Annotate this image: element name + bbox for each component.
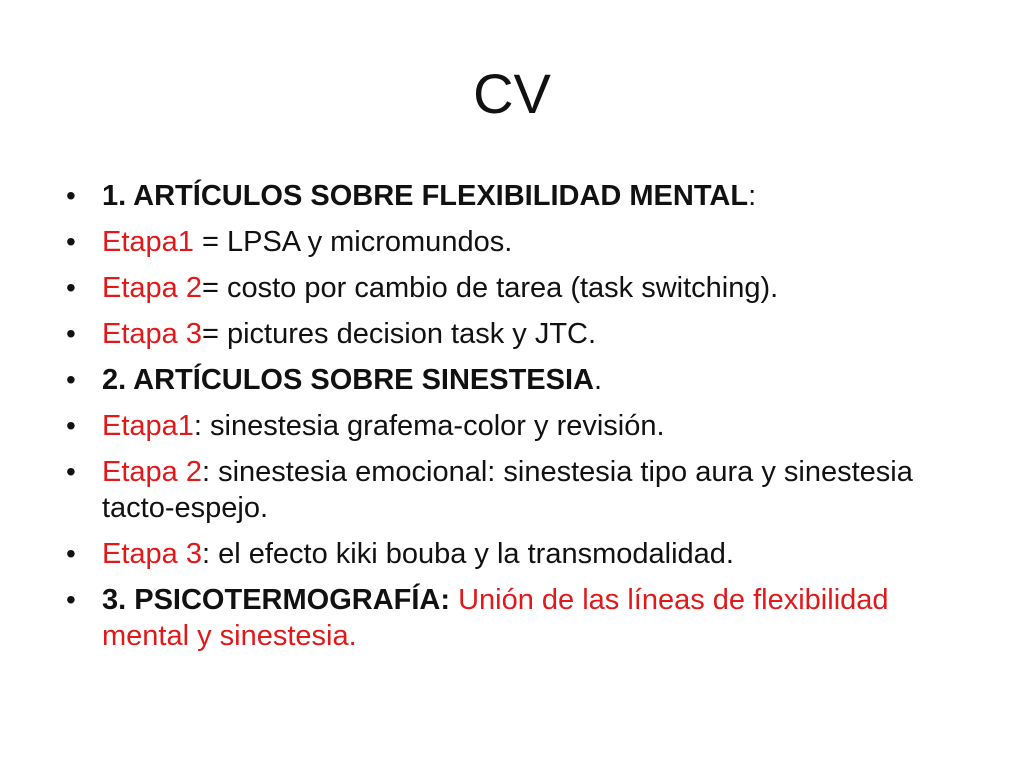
bullet-icon: • [66, 584, 76, 615]
bullet-icon: • [66, 364, 76, 395]
bullet-icon: • [66, 538, 76, 569]
bullet-item [60, 454, 960, 526]
bullet-item [60, 178, 960, 214]
slide-title: CV [473, 62, 551, 125]
bullet-list [60, 178, 960, 664]
bullet-item [60, 270, 960, 306]
bullet-text: = LPSA y micromundos. [193, 226, 513, 258]
bullet-icon: • [66, 272, 76, 303]
bullet-heading: 2. ARTÍCULOS SOBRE SINESTESIA [102, 364, 594, 396]
bullet-stage-label: Etapa 3 [102, 318, 202, 350]
bullet-text: = costo por cambio de tarea (task switching). [201, 272, 779, 304]
bullet-icon: • [66, 456, 76, 487]
bullet-icon: • [66, 410, 76, 441]
bullet-heading: 1. ARTÍCULOS SOBRE FLEXIBILIDAD MENTAL [102, 180, 749, 212]
bullet-item [60, 224, 960, 260]
bullet-highlight-text: Unión de las líneas de flexibilidad mental y sinestesia. [102, 584, 889, 652]
bullet-icon: • [66, 226, 76, 257]
bullet-item [60, 408, 960, 444]
bullet-icon: • [66, 180, 76, 211]
bullet-item [60, 536, 960, 572]
bullet-icon: • [66, 318, 76, 349]
bullet-item [60, 582, 960, 654]
bullet-stage-label: Etapa1 [102, 410, 194, 442]
bullet-heading: 3. PSICOTERMOGRAFÍA: [102, 584, 459, 616]
bullet-stage-label: Etapa 2 [102, 456, 202, 488]
bullet-item [60, 316, 960, 352]
bullet-text: : sinestesia grafema-color y revisión. [193, 410, 665, 442]
bullet-text: : el efecto kiki bouba y la transmodalidad. [201, 538, 734, 570]
bullet-stage-label: Etapa 3 [102, 538, 202, 570]
bullet-text: = pictures decision task y JTC. [201, 318, 597, 350]
bullet-stage-label: Etapa 2 [102, 272, 202, 304]
bullet-item [60, 362, 960, 398]
bullet-stage-label: Etapa1 [102, 226, 194, 258]
bullet-text: : [748, 180, 757, 212]
bullet-text: : sinestesia emocional: sinestesia tipo aura y sinestesia tacto-espejo. [102, 456, 913, 524]
bullet-text: . [594, 364, 603, 396]
